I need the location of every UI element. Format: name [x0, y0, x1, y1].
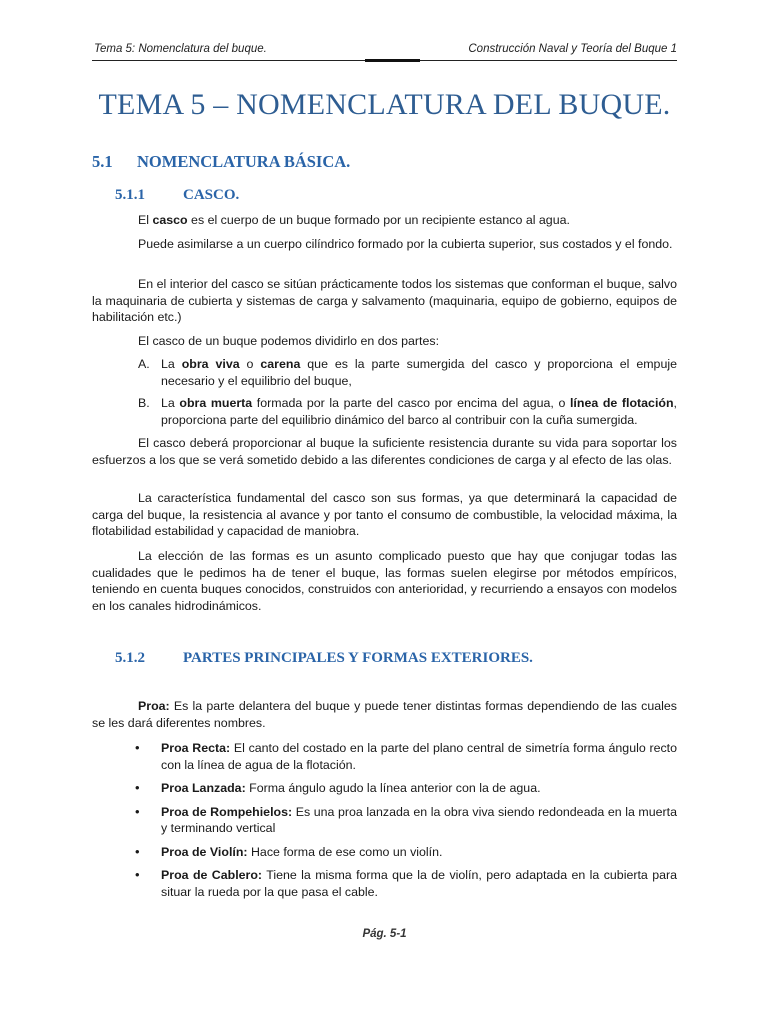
heading-number: 5.1.2 — [115, 650, 145, 666]
list-item-obra-muerta — [92, 395, 677, 428]
paragraph-proa-intro — [92, 698, 677, 731]
bullet-icon: • — [135, 867, 140, 882]
bold-term: línea de flotación — [569, 396, 674, 410]
casco-parts-list — [92, 356, 677, 428]
list-marker: A. — [138, 357, 150, 371]
heading-5-1-1 — [115, 187, 239, 204]
bold-term: casco — [152, 213, 188, 227]
document-title: TEMA 5 – NOMENCLATURA DEL BUQUE. — [98, 88, 671, 121]
text-run: Forma ángulo agudo la línea anterior con la de agua. — [245, 781, 541, 795]
heading-number: 5.1 — [92, 152, 113, 171]
bold-term: obra muerta — [179, 396, 253, 410]
heading-text: PARTES PRINCIPALES Y FORMAS EXTERIORES. — [183, 650, 533, 666]
heading-text: CASCO. — [183, 187, 240, 203]
text-run: El — [138, 213, 153, 227]
paragraph-casco-forms: La característica fundamental del casco son sus formas, ya que determinará la capacidad de carga del buque, la resistencia al avance y por tanto el consumo de combustible, la velocidad máxima, la flotabilidad estabilidad y capacidad de maniobra. — [92, 491, 677, 538]
text-run: Hace forma de ese como un violín. — [247, 844, 443, 859]
text-run: Es la parte delantera del buque y puede tener distintas formas dependiendo de las cuales se les dará diferentes nombres. — [92, 699, 677, 730]
header-right-text: Construcción Naval y Teoría del Buque 1 — [468, 43, 677, 55]
bold-term: Proa de Rompehielos: — [161, 804, 293, 819]
header-rule-accent — [365, 59, 420, 62]
bold-term: Proa Lanzada: — [161, 781, 246, 795]
text-run: que es la parte sumergida del casco y proporciona el empuje necesario y el equilibrio del buque, — [161, 357, 677, 388]
list-item-proa-violin — [92, 844, 677, 861]
paragraph-casco-parts: El casco de un buque podemos dividirlo en dos partes: — [138, 334, 440, 348]
paragraph-casco-shape: Puede asimilarse a un cuerpo cilíndrico formado por la cubierta superior, sus costados y el fondo. — [138, 237, 673, 251]
paragraph-casco-definition — [92, 212, 677, 229]
proa-types-list — [92, 740, 677, 900]
list-marker: B. — [138, 396, 150, 410]
bold-term: Proa: — [138, 699, 170, 713]
heading-text: NOMENCLATURA BÁSICA. — [137, 152, 351, 171]
paragraph-casco-resistance: El casco deberá proporcionar al buque la suficiente resistencia durante su vida para soportar los esfuerzos a los que se verá sometido debido a las diferentes condiciones de carga y al efecto de las olas. — [92, 436, 677, 467]
page-number: Pág. 5-1 — [362, 928, 407, 940]
page-header — [92, 40, 677, 60]
heading-5-1-2 — [115, 650, 533, 667]
list-item-proa-recta — [92, 740, 677, 773]
heading-5-1 — [92, 152, 350, 172]
heading-number: 5.1.1 — [115, 187, 145, 203]
bold-term: obra viva — [181, 357, 240, 371]
text-run: , proporciona parte del equilibrio dinámico del barco al contribuir con la cuña sumergida. — [161, 396, 677, 427]
bold-term: Proa de Violín: — [161, 844, 248, 859]
text-run: Es una proa lanzada en la obra viva siendo redondeada en la muerta y terminando vertical — [161, 804, 677, 835]
bullet-icon: • — [135, 740, 140, 755]
list-item-proa-rompehielos — [92, 804, 677, 837]
header-left-text: Tema 5: Nomenclatura del buque. — [94, 43, 267, 55]
bullet-icon: • — [135, 780, 140, 795]
text-run: El canto del costado en la parte del plano central de simetría forma ángulo recto con la línea de agua de la flotación. — [161, 741, 677, 772]
bullet-icon: • — [135, 843, 140, 859]
bold-term: Proa Recta: — [161, 741, 231, 755]
bold-term: carena — [260, 357, 301, 371]
bold-term: Proa de Cablero: — [161, 868, 263, 882]
list-item-proa-lanzada — [92, 780, 677, 797]
text-run: La — [161, 396, 180, 410]
text-run: o — [239, 357, 261, 371]
text-run: Tiene la misma forma que la de violín, pero adaptada en la cubierta para situar la rueda por la que pasa el cable. — [161, 868, 677, 899]
list-item-proa-cablero — [92, 867, 677, 900]
paragraph-casco-interior: En el interior del casco se sitúan prácticamente todos los sistemas que conforman el buque, salvo la maquinaria de cubierta y sistemas de carga y salvamento (maquinaria, equipo de gobierno, equipos de habilitación etc.) — [92, 277, 677, 324]
text-run: formada por la parte del casco por encima del agua, o — [252, 396, 570, 410]
text-run: La — [161, 357, 182, 371]
text-run: es el cuerpo de un buque formado por un recipiente estanco al agua. — [187, 213, 570, 227]
list-item-obra-viva — [92, 356, 677, 389]
bullet-icon: • — [135, 803, 140, 819]
paragraph-casco-form-choice: La elección de las formas es un asunto complicado puesto que hay que conjugar todas las cualidades que le pedimos ha de tener el buque, las formas suelen elegirse por métodos empíricos, teniendo en cuenta buques conocidos, construidos con anterioridad, y recurriendo a ensayos con modelos en los canales hidrodinámicos. — [92, 549, 677, 613]
